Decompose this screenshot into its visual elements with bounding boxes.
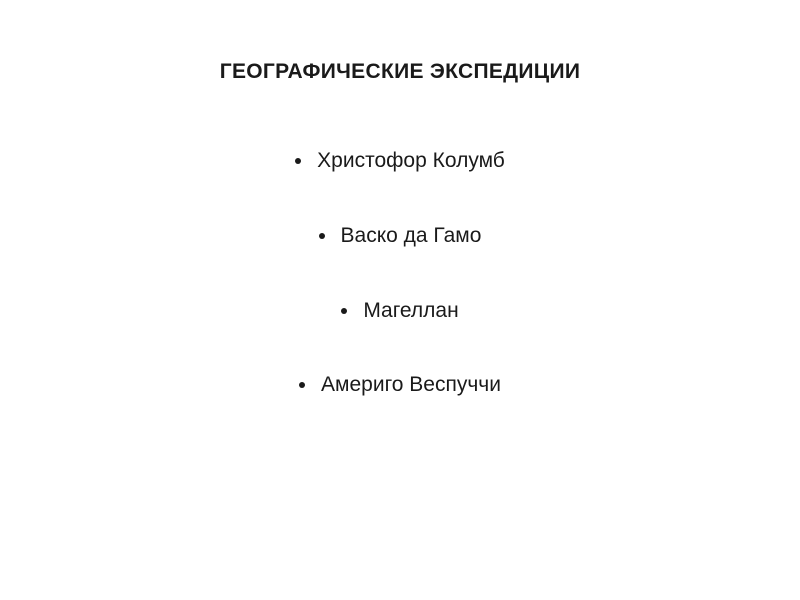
list-item-label: Магеллан [363, 299, 459, 322]
list-item [0, 221, 800, 251]
bullet-icon [341, 308, 347, 314]
list-item-label: Америго Веспуччи [321, 373, 501, 396]
slide-title: ГЕОГРАФИЧЕСКИЕ ЭКСПЕДИЦИИ [219, 60, 581, 83]
list-item-label: Христофор Колумб [317, 149, 505, 172]
list-item-label: Васко да Гамо [340, 224, 482, 247]
list-item [0, 146, 800, 176]
bullet-icon [295, 158, 301, 164]
list-item [0, 296, 800, 326]
bullet-icon [319, 233, 325, 239]
bullet-icon [299, 382, 305, 388]
list-item [0, 370, 800, 400]
